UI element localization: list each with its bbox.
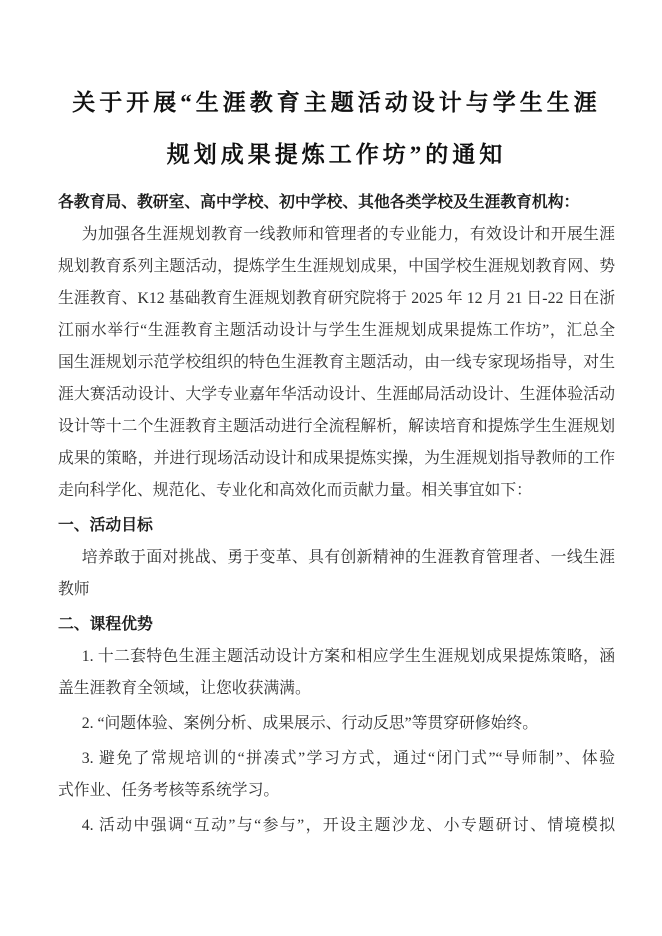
intro-line-5: 国生涯规划示范学校组织的特色生涯教育主题活动，由一线专家现场指导，对生 xyxy=(58,354,615,371)
goals-paragraph xyxy=(58,542,615,606)
goals-line-2: 教师 xyxy=(58,581,90,598)
advantage-item-1 xyxy=(58,641,615,705)
advantage-item-2 xyxy=(58,708,615,740)
advantage-1-line-2: 盖生涯教育全领域，让您收获满满。 xyxy=(58,680,311,697)
advantage-item-4 xyxy=(58,810,615,842)
advantage-3-line-1: 3. 避免了常规培训的“拼凑式”学习方式，通过“闭门式”“导师制”、体验 xyxy=(81,750,615,767)
advantage-2-line-1: 2. “问题体验、案例分析、成果展示、行动反思”等贯穿研修始终。 xyxy=(81,715,539,732)
intro-line-1: 为加强各生涯规划教育一线教师和管理者的专业能力，有效设计和开展生涯 xyxy=(81,226,615,243)
intro-line-7: 设计等十二个生涯教育主题活动进行全流程解析，解读培育和提炼学生生涯规划 xyxy=(58,418,615,435)
advantage-4-line-1: 4. 活动中强调“互动”与“参与”，开设主题沙龙、小专题研讨、情境模拟 xyxy=(81,817,615,834)
advantage-3-line-2: 式作业、任务考核等系统学习。 xyxy=(58,782,280,799)
intro-line-6: 涯大赛活动设计、大学专业嘉年华活动设计、生涯邮局活动设计、生涯体验活动 xyxy=(58,386,615,403)
intro-line-9: 走向科学化、规范化、专业化和高效化而贡献力量。相关事宜如下： xyxy=(58,482,532,499)
section-heading-advantages: 二、课程优势 xyxy=(58,616,153,633)
goals-line-1: 培养敢于面对挑战、勇于变革、具有创新精神的生涯教育管理者、一线生涯 xyxy=(81,549,615,566)
document-title-line-1: 关于开展“生涯教育主题活动设计与学生生涯 xyxy=(72,90,601,115)
intro-line-8: 成果的策略，并进行现场活动设计和成果提炼实操，为生涯规划指导教师的工作 xyxy=(58,450,615,467)
intro-line-4: 江丽水举行“生涯教育主题活动设计与学生生涯规划成果提炼工作坊”，汇总全 xyxy=(58,322,615,339)
salutation-line: 各教育局、教研室、高中学校、初中学校、其他各类学校及生涯教育机构： xyxy=(58,194,580,211)
document-title xyxy=(58,77,615,181)
advantage-item-3 xyxy=(58,743,615,807)
intro-line-3: 生涯教育、K12 基础教育生涯规划教育研究院将于 2025 年 12 月 21 日-22 日在浙 xyxy=(58,290,615,307)
document-title-line-2: 规划成果提炼工作坊”的通知 xyxy=(166,142,507,167)
document-body xyxy=(58,187,615,842)
intro-paragraph xyxy=(58,219,615,507)
intro-line-2: 规划教育系列主题活动，提炼学生生涯规划成果，中国学校生涯规划教育网、势 xyxy=(58,258,615,275)
section-heading-goals: 一、活动目标 xyxy=(58,517,153,534)
advantage-1-line-1: 1. 十二套特色生涯主题活动设计方案和相应学生生涯规划成果提炼策略，涵 xyxy=(81,648,615,665)
